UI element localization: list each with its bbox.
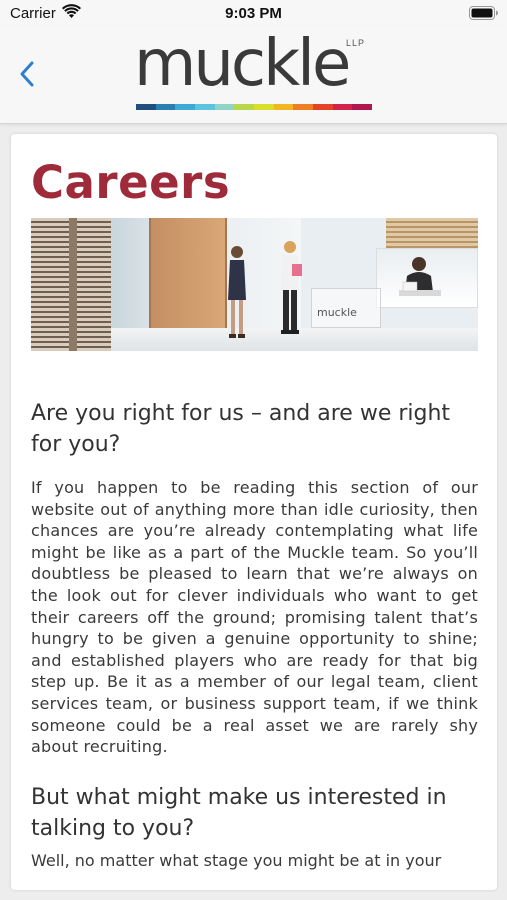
section-heading-interested: But what might make us interested in talking to you?	[31, 785, 447, 841]
battery-icon	[469, 6, 499, 20]
logo-stripe-segment	[274, 104, 294, 110]
blinds-divider	[69, 218, 77, 351]
logo-color-stripe	[136, 104, 372, 110]
careers-paragraph: If you happen to be reading this section of our website out of anything more than idle curiosity, then chances are you’re already contemplating what life might be like as a part of the Muckle team. So you’ll doubtless be pleased to learn that we’re always on the look out for clever individuals who want to get their careers off the ground; promising talent that’s hungry to be given a genuine opportunity to shine; and established players who are ready for that big step up. Be it as a member of our legal team, client services team, or business support team, if we think someone could be a real asset we are rarely shy about recruiting.	[31, 478, 478, 757]
navigation-bar	[0, 26, 507, 124]
logo-stripe-segment	[293, 104, 313, 110]
logo-stripe-segment	[254, 104, 274, 110]
logo-stripe-segment	[333, 104, 353, 110]
person-figure-left	[225, 242, 249, 342]
status-bar	[0, 0, 507, 26]
carrier-label: Carrier	[10, 5, 56, 22]
chevron-left-icon	[22, 63, 32, 85]
page-title: Careers	[31, 156, 231, 209]
back-button[interactable]	[14, 56, 44, 92]
logo-wordmark: muckle	[134, 27, 349, 101]
logo-stripe-segment	[215, 104, 235, 110]
partial-paragraph	[31, 851, 478, 874]
logo-stripe-segment	[136, 104, 156, 110]
partial-paragraph-text: Well, no matter what stage you might be at in your	[31, 851, 442, 870]
logo-llp-label: LLP	[346, 38, 366, 48]
muckle-logo	[134, 27, 374, 116]
logo-stripe-segment	[195, 104, 215, 110]
logo-stripe-segment	[352, 104, 372, 110]
office-door	[149, 218, 227, 330]
logo-stripe-segment	[156, 104, 176, 110]
glass-sign-logo: muckle	[317, 306, 357, 319]
person-figure-right	[276, 238, 304, 338]
hero-image	[31, 218, 478, 351]
careers-card	[11, 134, 497, 890]
logo-stripe-segment	[313, 104, 333, 110]
logo-stripe-segment	[234, 104, 254, 110]
logo-stripe-segment	[175, 104, 195, 110]
status-time: 9:03 PM	[225, 5, 282, 22]
section-heading-right-for-us: Are you right for us – and are we right for you?	[31, 401, 451, 457]
person-at-desk	[399, 254, 441, 300]
